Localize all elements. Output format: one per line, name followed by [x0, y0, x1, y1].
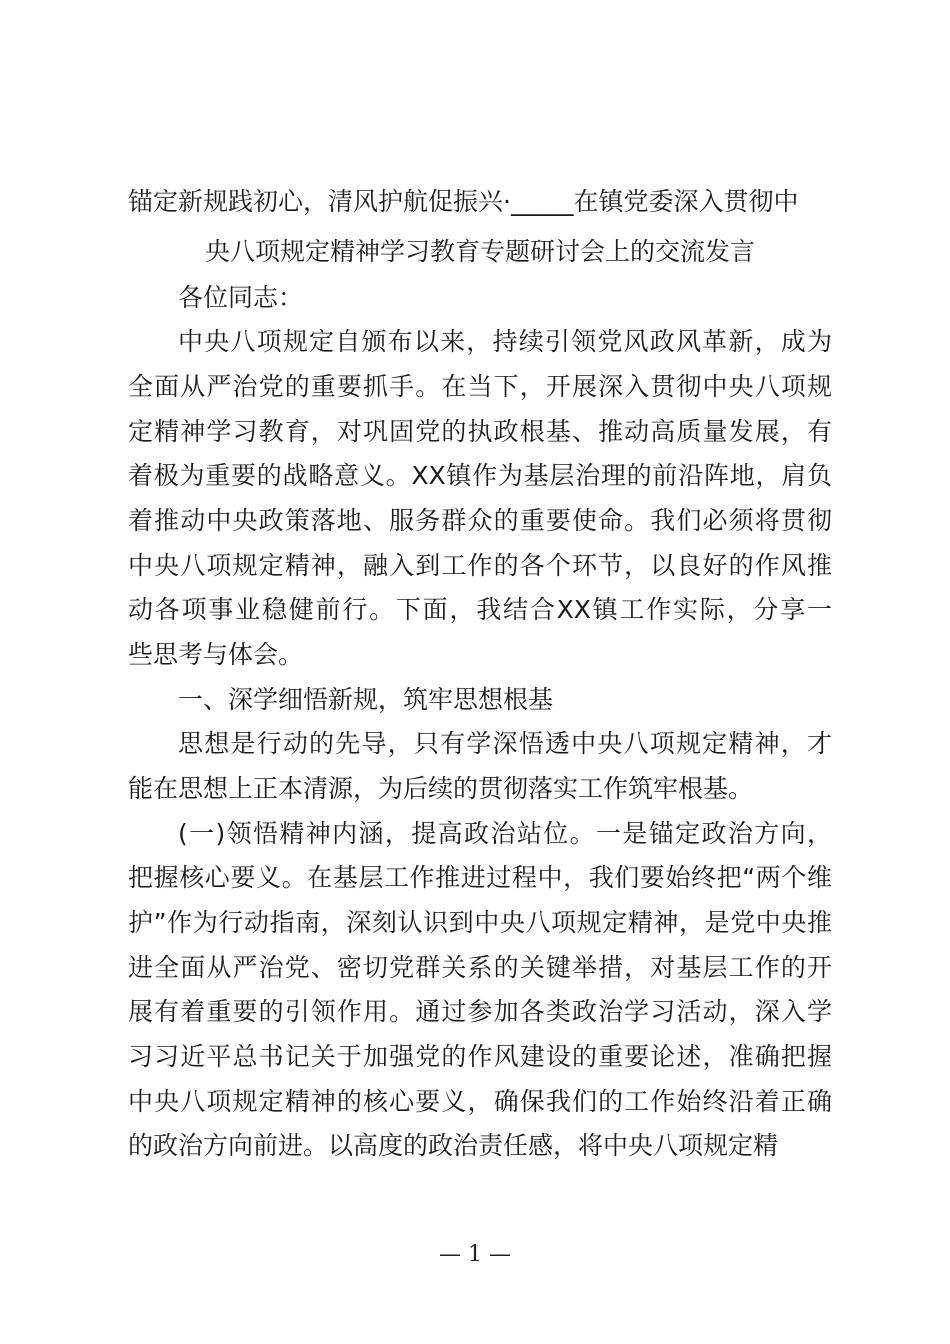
text-line: 能在思想上正本清源，为后续的贯彻落实工作筑牢根基。 [128, 774, 754, 803]
page-number: — 1 — [439, 1242, 511, 1267]
text-line: 进全面从严治党、密切党群关系的关键举措，对基层工作的开 [128, 953, 832, 982]
text-line: 展有着重要的引领作用。通过参加各类政治学习活动，深入学 [128, 997, 832, 1026]
text-line: 的政治方向前进。以高度的政治责任感，将中央八项规定精 [128, 1131, 779, 1160]
salutation: 各位同志： [178, 283, 304, 312]
text-line: 习习近平总书记关于加强党的作风建设的重要论述，准确把握 [128, 1042, 832, 1071]
text-line: 中央八项规定自颁布以来，持续引领党风政风革新，成为 [178, 327, 832, 356]
text-line: 护”作为行动指南，深刻认识到中央八项规定精神，是党中央推 [128, 908, 832, 937]
text-line: 中央八项规定精神的核心要义，确保我们的工作始终沿着正确 [128, 1087, 832, 1116]
text-line: 把握核心要义。在基层工作推进过程中，我们要始终把“两个维 [128, 863, 832, 892]
text-line: 着极为重要的战略意义。XX镇作为基层治理的前沿阵地，肩负 [128, 461, 832, 490]
section-heading: 一、深学细悟新规，筑牢思想根基 [178, 685, 554, 714]
text-line: 中央八项规定精神，融入到工作的各个环节，以良好的作风推 [128, 551, 832, 580]
text-line: 些思考与体会。 [128, 640, 304, 669]
subsection-line: (一)领悟精神内涵，提高政治站位。一是锚定政治方向， [178, 819, 832, 848]
text-line: 动各项事业稳健前行。下面，我结合XX镇工作实际，分享一 [128, 595, 832, 624]
text-line: 定精神学习教育，对巩固党的执政根基、推动高质量发展，有 [128, 417, 832, 446]
text-line: 着推动中央政策落地、服务群众的重要使命。我们必须将贯彻 [128, 506, 832, 535]
document-title-line-1: 锚定新规践初心，清风护航促振兴·_____在镇党委深入贯彻中 [128, 187, 799, 216]
text-line: 全面从严治党的重要抓手。在当下，开展深入贯彻中央八项规 [128, 372, 832, 401]
text-line: 思想是行动的先导，只有学深悟透中央八项规定精神，才 [178, 729, 832, 758]
document-title-line-2: 央八项规定精神学习教育专题研讨会上的交流发言 [204, 237, 755, 266]
